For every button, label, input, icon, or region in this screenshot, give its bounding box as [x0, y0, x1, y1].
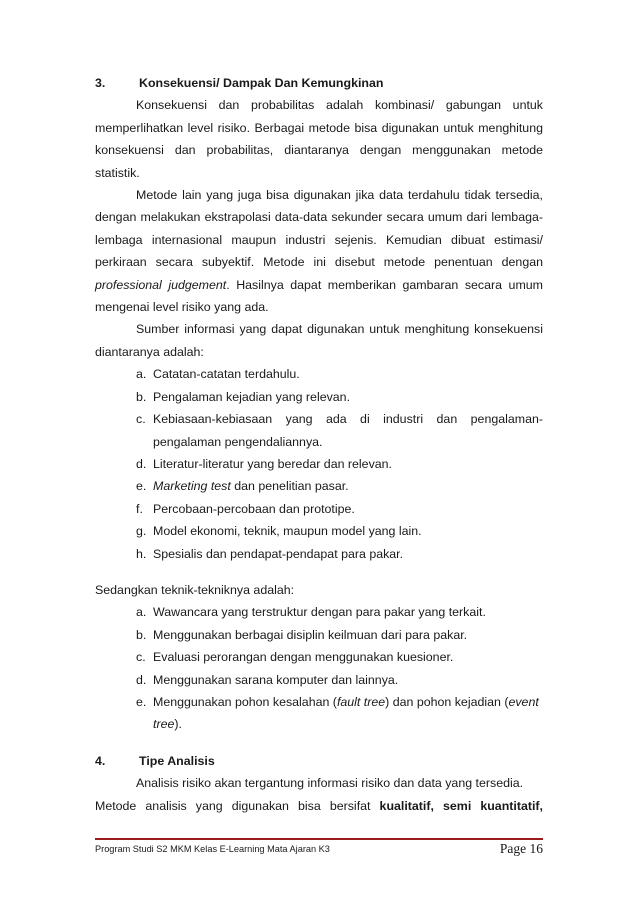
fault-tree-term: fault tree: [336, 694, 386, 709]
list-item: [95, 669, 543, 691]
list-item: [95, 363, 543, 385]
marketing-test-term: Marketing test: [153, 479, 231, 494]
list-item-text: Evaluasi perorangan dengan menggunakan kuesioner.: [153, 650, 454, 665]
technique-e-text-b: ) dan pohon kejadian (: [385, 694, 509, 709]
list-marker: a.: [136, 605, 147, 620]
list-item-text: Pengalaman kejadian yang relevan.: [153, 389, 351, 404]
sources-list: [95, 363, 543, 565]
footer-course-label: Program Studi S2 MKM Kelas E-Learning Mata Ajaran K3: [95, 844, 330, 854]
list-item-text: Menggunakan berbagai disiplin keilmuan dari para pakar.: [153, 627, 468, 642]
list-item: [95, 520, 543, 542]
section-3-number: 3.: [95, 76, 106, 90]
page-content: [95, 72, 543, 817]
list-item: [95, 386, 543, 408]
list-marker: e.: [136, 479, 147, 494]
technique-e-text-a: Menggunakan pohon kesalahan (: [153, 694, 337, 709]
technique-e-text-c: ).: [174, 717, 182, 732]
list-item: [95, 543, 543, 565]
list-item-text: Model ekonomi, teknik, maupun model yang lain.: [153, 524, 422, 539]
list-item-text-rest: dan penelitian pasar.: [230, 479, 349, 494]
list-item-text: [153, 691, 543, 736]
list-item: [95, 475, 543, 497]
section-3-paragraph-1: Konsekuensi dan probabilitas adalah kombinasi/ gabungan untuk memperlihatkan level risiko. Berbagai metode bisa digunakan untuk menghitung konsekuensi dan probabilitas, diantaranya dengan menggunakan metode statistik.: [95, 98, 543, 180]
list-item: [95, 601, 543, 623]
method-types-bold: kualitatif, semi kuantitatif,: [379, 798, 543, 813]
list-marker: h.: [136, 546, 147, 561]
list-marker: c.: [136, 412, 146, 427]
list-item-text: Kebiasaan-kebiasaan yang ada di industri dan pengalaman-pengalaman pengendaliannya.: [153, 412, 543, 449]
section-4-heading: [95, 750, 543, 772]
paragraph-2-text-a: Metode lain yang juga bisa digunakan jika data terdahulu tidak tersedia, dengan melakukan ekstrapolasi data-data sekunder secara umum dari lembaga-lembaga internasional maupun industri sejenis. Kemudian dibuat estimasi/ perkiraan secara subyektif. Metode ini disebut metode penentuan dengan: [95, 188, 543, 270]
professional-judgement-term: professional judgement: [95, 277, 227, 292]
section-4-paragraph-2: [95, 795, 543, 817]
list-marker: a.: [136, 367, 147, 382]
paragraph-2-text-b: . Hasilnya dapat memberikan gambaran secara umum mengenai level risiko yang ada.: [95, 277, 543, 315]
list-marker: f.: [136, 501, 143, 516]
list-item-text: Percobaan-percobaan dan prototipe.: [153, 501, 355, 516]
section-4-title: Tipe Analisis: [139, 753, 215, 768]
list-marker: d.: [136, 456, 147, 471]
list-item-text: Wawancara yang terstruktur dengan para pakar yang terkait.: [153, 605, 486, 620]
list-item-text: Literatur-literatur yang beredar dan relevan.: [153, 456, 392, 471]
footer-rule: [95, 838, 543, 840]
list-marker: b.: [136, 389, 147, 404]
spacer: [95, 736, 543, 750]
section-3-title: Konsekuensi/ Dampak Dan Kemungkinan: [139, 76, 384, 90]
list-item-text: Menggunakan sarana komputer dan lainnya.: [153, 672, 399, 687]
event-tree-term: event tree: [153, 694, 539, 732]
list-marker: b.: [136, 627, 147, 642]
list-item: [95, 691, 543, 736]
techniques-intro: Sedangkan teknik-tekniknya adalah:: [95, 582, 295, 597]
section-4-number: 4.: [95, 753, 106, 768]
list-item: [95, 624, 543, 646]
section-3-paragraph-2: [95, 184, 543, 318]
list-marker: g.: [136, 524, 147, 539]
section-3-paragraph-3: Sumber informasi yang dapat digunakan untuk menghitung konsekuensi diantaranya adalah:: [95, 322, 543, 359]
spacer: [95, 565, 543, 579]
techniques-list: [95, 601, 543, 735]
paragraph-text: Metode analisis yang digunakan bisa bersifat: [95, 798, 380, 813]
list-item: [95, 646, 543, 668]
section-3-heading: [95, 72, 543, 94]
section-4-paragraph-1: Analisis risiko akan tergantung informasi risiko dan data yang tersedia.: [136, 776, 524, 791]
list-item-text: Catatan-catatan terdahulu.: [153, 367, 300, 382]
list-item: [95, 453, 543, 475]
list-item-text: [153, 475, 543, 497]
list-marker: d.: [136, 672, 147, 687]
page-number: Page 16: [499, 841, 543, 856]
list-marker: c.: [136, 650, 146, 665]
list-item-text: Spesialis dan pendapat-pendapat para pakar.: [153, 546, 404, 561]
list-marker: e.: [136, 694, 147, 709]
list-item: [95, 498, 543, 520]
list-item: [95, 408, 543, 453]
